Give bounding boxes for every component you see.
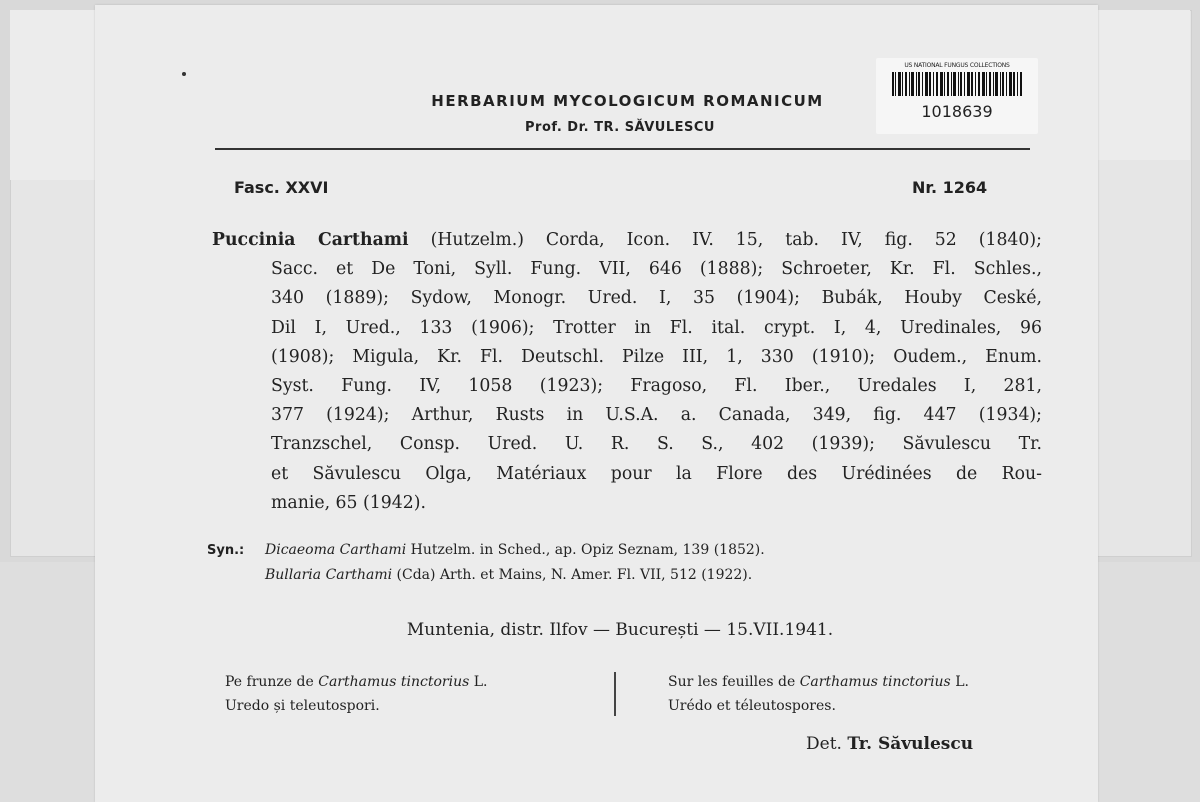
citation-line: manie, 65 (1942).	[271, 492, 426, 513]
envelope-flap-right	[1084, 10, 1190, 160]
spore-stage: Urédo et téleutospores.	[668, 698, 836, 714]
collection-locality: Muntenia, distr. Ilfov — București — 15.VII.1941.	[406, 620, 834, 640]
ink-dot	[182, 72, 186, 76]
citation-line: (1908); Migula, Kr. Fl. Deutschl. Pilze III, 1, 330 (1910); Oudem., Enum.	[271, 346, 1042, 367]
citation-line: et Săvulescu Olga, Matériaux pour la Flore des Urédinées de Rou-	[271, 463, 1042, 484]
synonym-taxon: Bullaria Carthami	[265, 567, 393, 583]
fascicle-number: Fasc. XXVI	[234, 178, 329, 197]
host-romanian: Pe frunze de Carthamus tinctorius L. Uredo și teleutospori.	[225, 670, 488, 718]
herbarium-title: HERBARIUM MYCOLOGICUM ROMANICUM	[431, 92, 824, 110]
citation-line: Tranzschel, Consp. Ured. U. R. S. S., 402 (1939); Săvulescu Tr.	[271, 434, 1042, 455]
herbarium-subtitle: Prof. Dr. TR. SĂVULESCU	[525, 120, 715, 135]
host-french: Sur les feuilles de Carthamus tinctorius L. Urédo et téleutospores.	[668, 670, 969, 718]
column-divider	[614, 672, 616, 716]
determiner-name: Tr. Săvulescu	[847, 734, 974, 754]
host-name: Carthamus tinctorius	[799, 674, 951, 690]
citation-line: Syst. Fung. IV, 1058 (1923); Fragoso, Fl. Iber., Uredales I, 281,	[271, 376, 1042, 397]
synonym-taxon: Dicaeoma Carthami	[265, 542, 407, 558]
citation-line: 377 (1924); Arthur, Rusts in U.S.A. a. Canada, 349, fig. 447 (1934);	[271, 405, 1042, 426]
determiner: Det. Tr. Săvulescu	[806, 734, 974, 754]
host-name: Carthamus tinctorius	[318, 674, 470, 690]
synonyms-label: Syn.:	[207, 543, 245, 558]
citation-line: Puccinia Carthami (Hutzelm.) Corda, Icon. IV. 15, tab. IV, fig. 52 (1840);	[212, 230, 1042, 250]
barcode-caption: US NATIONAL FUNGUS COLLECTIONS	[904, 62, 1010, 69]
synonym-citation: (Cda) Arth. et Mains, N. Amer. Fl. VII, 512 (1922).	[392, 567, 753, 583]
header-rule	[215, 148, 1030, 150]
barcode-icon	[892, 72, 1022, 96]
taxon-name: Puccinia Carthami	[212, 230, 409, 250]
barcode-label	[876, 58, 1038, 134]
synonym-citation: Hutzelm. in Sched., ap. Opiz Seznam, 139 (1852).	[406, 542, 765, 558]
citation-line: Sacc. et De Toni, Syll. Fung. VII, 646 (1888); Schroeter, Kr. Fl. Schles.,	[271, 259, 1042, 280]
specimen-number: Nr. 1264	[912, 178, 988, 197]
synonyms-block	[207, 538, 967, 587]
citation-paragraph	[212, 226, 1042, 518]
citation-line: 340 (1889); Sydow, Monogr. Ured. I, 35 (1904); Bubák, Houby Ceské,	[271, 288, 1042, 309]
barcode-number: 1018639	[921, 102, 993, 121]
citation-line: Dil I, Ured., 133 (1906); Trotter in Fl. ital. crypt. I, 4, Uredinales, 96	[271, 317, 1042, 338]
spore-stage: Uredo și teleutospori.	[225, 698, 380, 714]
